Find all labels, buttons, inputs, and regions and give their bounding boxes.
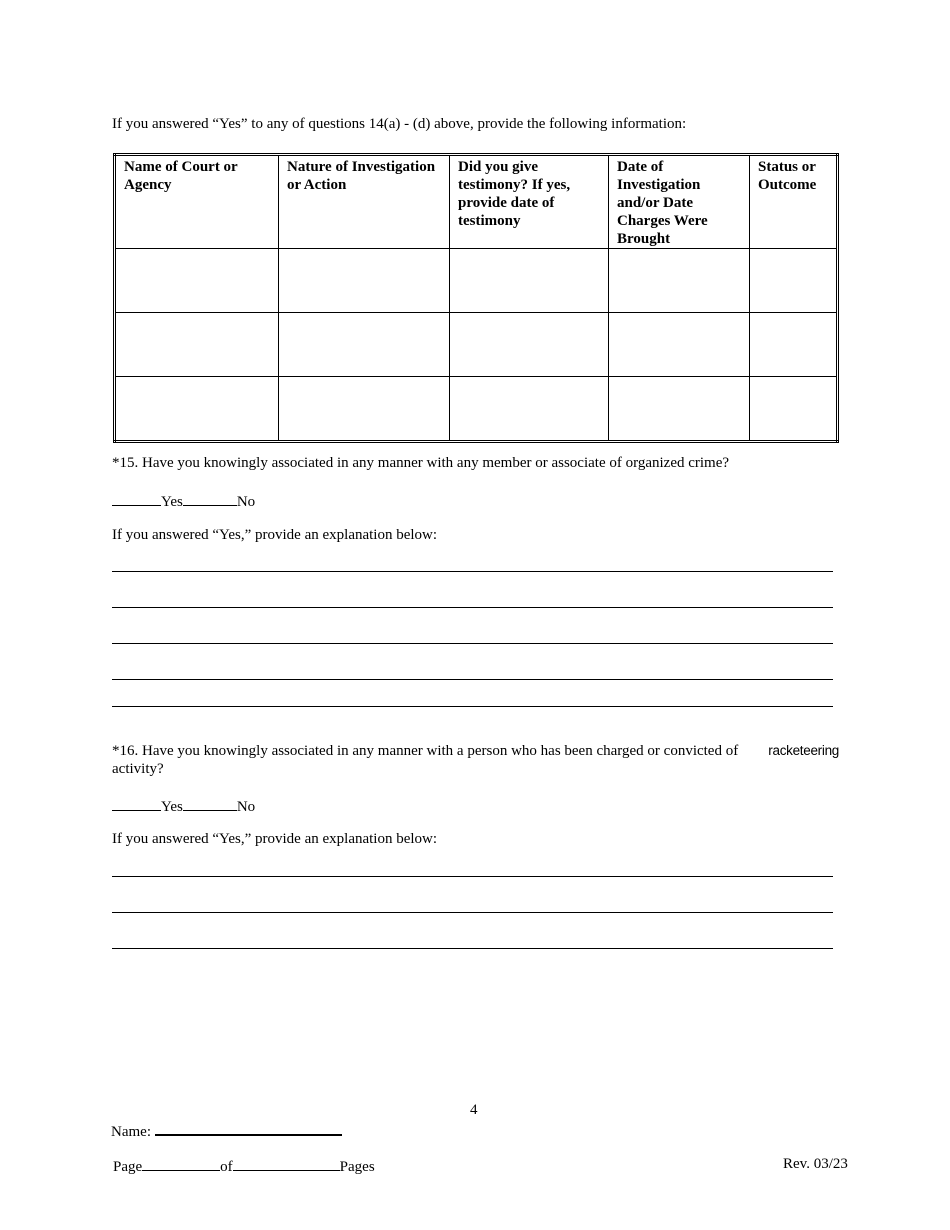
question-16 xyxy=(112,742,839,778)
of-label: of xyxy=(220,1159,233,1175)
q15-no-label: No xyxy=(236,494,256,510)
name-blank[interactable] xyxy=(155,1120,342,1136)
q15-yes-no xyxy=(112,491,255,511)
q16-yes-blank[interactable] xyxy=(112,796,161,811)
table-cell[interactable] xyxy=(279,313,450,377)
q16-explain-line[interactable] xyxy=(112,876,833,877)
q16-no-blank[interactable] xyxy=(183,796,237,811)
revision-label: Rev. 03/23 xyxy=(783,1156,848,1172)
table-cell[interactable] xyxy=(450,249,609,313)
table-header-row xyxy=(115,155,838,249)
table-row xyxy=(115,249,838,313)
table-cell[interactable] xyxy=(750,377,838,442)
pages-label: Pages xyxy=(339,1159,375,1175)
table-cell[interactable] xyxy=(115,313,279,377)
q16-line1: *16. Have you knowingly associated in any manner with a person who has been charged or convicted of xyxy=(112,743,739,759)
question-15: *15. Have you knowingly associated in any manner with any member or associate of organized crime? xyxy=(112,455,730,471)
col-header-court: Name of Court or Agency xyxy=(115,155,279,249)
name-field xyxy=(111,1120,342,1141)
q16-no-label: No xyxy=(236,799,256,815)
q15-no-blank[interactable] xyxy=(183,491,237,506)
q15-explain-line[interactable] xyxy=(112,679,833,680)
table-row xyxy=(115,377,838,442)
table-cell[interactable] xyxy=(450,377,609,442)
col-header-testimony: Did you give testimony? If yes, provide date of testimony xyxy=(450,155,609,249)
q16-line2: activity? xyxy=(112,761,164,777)
q15-yes-label: Yes xyxy=(161,494,183,510)
q15-explain-line[interactable] xyxy=(112,643,833,644)
table-cell[interactable] xyxy=(450,313,609,377)
table-cell[interactable] xyxy=(609,249,750,313)
table-cell[interactable] xyxy=(115,377,279,442)
q16-explain-prompt: If you answered “Yes,” provide an explanation below: xyxy=(112,831,438,847)
intro-text: If you answered “Yes” to any of questions 14(a) - (d) above, provide the following information: xyxy=(112,116,687,132)
col-header-nature: Nature of Investigation or Action xyxy=(279,155,450,249)
table-cell[interactable] xyxy=(750,313,838,377)
q16-explain-line[interactable] xyxy=(112,948,833,949)
table-cell[interactable] xyxy=(609,377,750,442)
page-count-field xyxy=(113,1156,375,1176)
table-cell[interactable] xyxy=(115,249,279,313)
q16-yes-no xyxy=(112,796,255,816)
pages-blank[interactable] xyxy=(233,1156,340,1171)
q15-explain-line[interactable] xyxy=(112,571,833,572)
court-records-table xyxy=(113,153,839,443)
q15-explain-prompt: If you answered “Yes,” provide an explanation below: xyxy=(112,527,438,543)
table-cell[interactable] xyxy=(750,249,838,313)
col-header-date: Date of Investigation and/or Date Charges Were Brought xyxy=(609,155,750,249)
table-cell[interactable] xyxy=(279,249,450,313)
q16-yes-label: Yes xyxy=(161,799,183,815)
q16-keyword: racketeering xyxy=(768,743,839,758)
page-label: Page xyxy=(113,1159,143,1175)
q15-explain-line[interactable] xyxy=(112,706,833,707)
q15-yes-blank[interactable] xyxy=(112,491,161,506)
page-blank[interactable] xyxy=(142,1156,220,1171)
q15-explain-line[interactable] xyxy=(112,607,833,608)
table-cell[interactable] xyxy=(609,313,750,377)
page-number: 4 xyxy=(470,1102,478,1118)
col-header-status: Status or Outcome xyxy=(750,155,838,249)
q16-explain-line[interactable] xyxy=(112,912,833,913)
table-row xyxy=(115,313,838,377)
name-label: Name: xyxy=(111,1124,151,1140)
table-cell[interactable] xyxy=(279,377,450,442)
